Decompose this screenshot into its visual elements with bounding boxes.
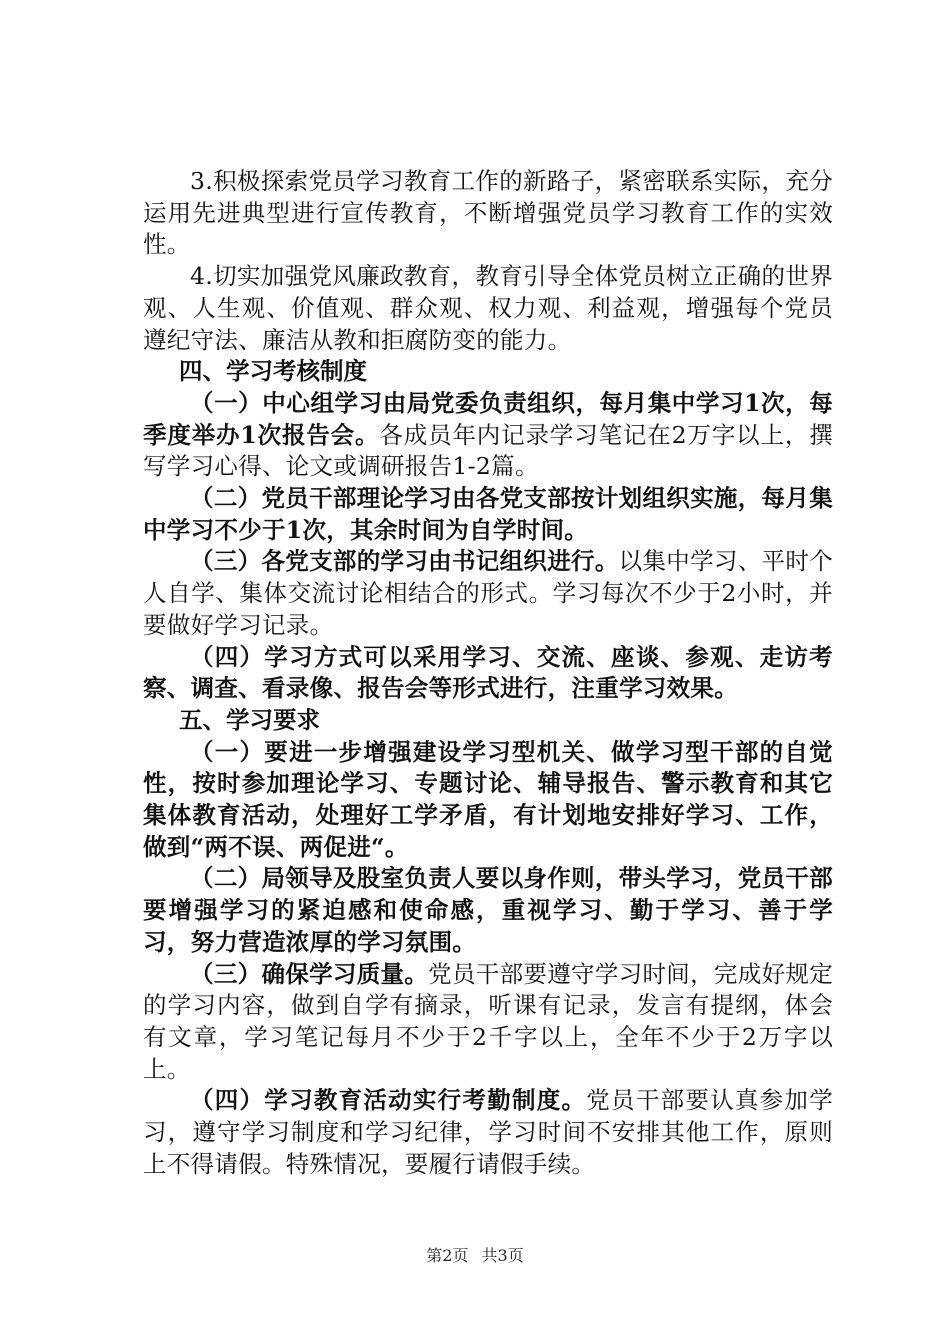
section-4-item-3-lead: （三）各党支部的学习由书记组织进行。	[190, 547, 619, 576]
section-5-item-3-lead: （三）确保学习质量。	[190, 959, 429, 988]
section-4-item-2-lead: （二）党员干部理论学习由各党支部按计划组织实施，每月集中学习不少于1次，其余时间为自学时间。	[143, 484, 833, 544]
page-total: 共3页	[481, 1246, 524, 1265]
paragraph-3: 3.积极探索党员学习教育工作的新路子，紧密联系实际，充分运用先进典型进行宣传教育，不断增强党员学习教育工作的实效性。	[143, 167, 833, 259]
section-heading-5: 五、学习要求	[179, 705, 320, 734]
section-4-item-4-lead: （四）学习方式可以采用学习、交流、座谈、参观、走访考察、调查、看录像、报告会等形式进行，注重学习效果。	[143, 642, 833, 703]
section-4-item-2	[143, 483, 833, 546]
section-4-item-1	[143, 388, 833, 483]
section-5-item-3-text: 党员干部要遵守学习时间，完成好规定的学习内容，做到自学有摘录，听课有记录，发言有提纲，体会有文章，学习笔记每月不少于2千字以上，全年不少于2万字以上。	[143, 959, 833, 1083]
section-5-item-4-lead: （四）学习教育活动实行考勤制度。	[190, 1086, 587, 1115]
section-4-item-1-lead: （一）中心组学习由局党委负责组织，每月集中学习1次，每季度举办1次报告会。	[143, 388, 833, 449]
section-5-item-4-text: 党员干部要认真参加学习，遵守学习制度和学习纪律，学习时间不安排其他工作，原则上不得请假。特殊情况，要履行请假手续。	[143, 1086, 833, 1178]
page-footer	[0, 1243, 950, 1266]
section-4-item-3-text: 以集中学习、平时个人自学、集体交流讨论相结合的形式。学习每次不少于2小时，并要做好学习记录。	[143, 547, 833, 639]
section-5-item-1	[143, 737, 833, 864]
section-4-item-4	[143, 642, 833, 705]
section-5-item-2	[143, 863, 833, 958]
section-4-item-1-text: 各成员年内记录学习笔记在2万字以上，撰写学习心得、论文或调研报告1-2篇。	[143, 420, 833, 481]
section-5-item-3	[143, 959, 833, 1086]
section-heading-4: 四、学习考核制度	[179, 357, 367, 386]
section-5-item-1-lead: （一）要进一步增强建设学习型机关、做学习型干部的自觉性，按时参加理论学习、专题讨论、辅导报告、警示教育和其它集体教育活动，处理好工学矛盾，有计划地安排好学习、工作，做到“两不误、两促进“。	[143, 737, 833, 861]
paragraph-4: 4.切实加强党风廉政教育，教育引导全体党员树立正确的世界观、人生观、价值观、群众观、权力观、利益观，增强每个党员遵纪守法、廉洁从教和拒腐防变的能力。	[143, 262, 833, 354]
page-number: 第2页	[426, 1246, 469, 1265]
document-body	[143, 166, 833, 1181]
section-5-item-4	[143, 1085, 833, 1180]
section-4-item-3	[143, 546, 833, 641]
section-5-item-2-lead: （二）局领导及股室负责人要以身作则，带头学习，党员干部要增强学习的紧迫感和使命感，重视学习、勤于学习、善于学习，努力营造浓厚的学习氛围。	[143, 864, 833, 956]
